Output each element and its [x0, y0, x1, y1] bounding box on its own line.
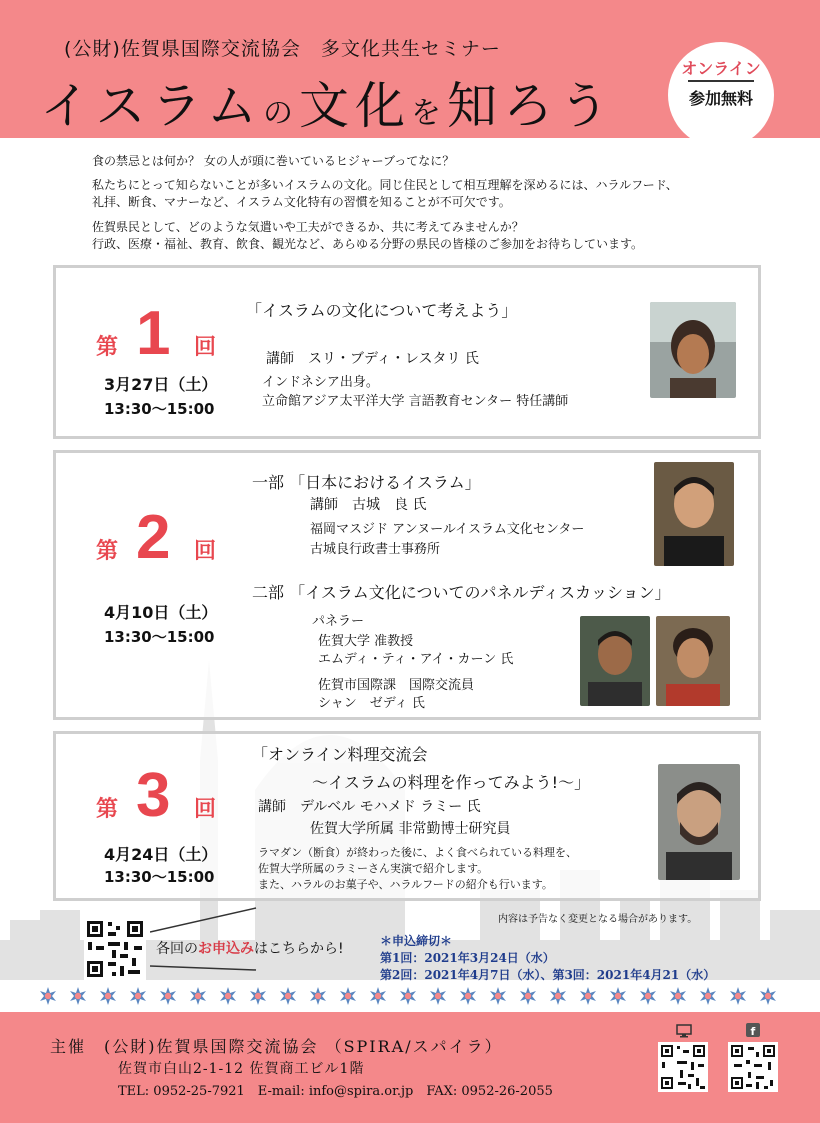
panelist-2-photo	[656, 616, 730, 706]
session-2-part2-title: 二部 「イスラム文化についてのパネルディスカッション」	[252, 583, 671, 602]
session-2-time: 13:30〜15:00	[104, 628, 215, 646]
panel-1-affiliation: 佐賀大学 准教授	[318, 634, 414, 649]
panel-2-name: シャン ゼディ 氏	[318, 696, 425, 711]
session-2-suffix: 回	[194, 539, 217, 564]
deadline-line-1: 第1回：2021年3月24日（水）	[380, 951, 555, 965]
apply-qr-code[interactable]	[84, 918, 146, 980]
svg-text:f: f	[750, 1025, 756, 1037]
session-1-origin: インドネシア出身。	[262, 375, 379, 390]
session-2-number: 2	[136, 503, 171, 572]
session-1-prefix: 第	[96, 335, 119, 360]
badge-divider	[688, 80, 754, 82]
session-2-lecturer: 講師 古城 良 氏	[310, 497, 427, 513]
apply-text[interactable]: 各回のお申込みはこちらから!	[156, 941, 344, 957]
address-line: 佐賀市白山2-1-12 佐賀商工ビル1階	[118, 1061, 365, 1077]
intro-line-1: 食の禁忌とは何か？ 女の人が頭に巻いているヒジャーブってなに？	[92, 154, 455, 168]
session-3-title-2: 〜イスラムの料理を作ってみよう!〜」	[312, 773, 591, 792]
session-2-date: 4月10日（土）	[104, 603, 218, 622]
session-2-aff-1: 福岡マスジド アンヌールイスラム文化センター	[310, 522, 585, 537]
intro-line-3: 礼拝、断食、マナーなど、イスラム文化特有の習慣を知ることが不可欠です。	[92, 195, 511, 209]
deadline-title: ＊申込締切＊	[380, 934, 453, 948]
change-notice: 内容は予告なく変更となる場合があります。	[498, 914, 698, 925]
intro-line-4: 佐賀県民として、どのような気遣いや工夫ができるか、共に考えてみませんか？	[92, 220, 524, 234]
session-3-desc-1: ラマダン（断食）が終わった後に、よく食べられている料理を、	[258, 846, 577, 859]
badge-free-text: 参加無料	[688, 89, 753, 108]
session-3-desc-2: 佐賀大学所属のラミーさん実演で紹介します。	[258, 862, 489, 875]
session-1-suffix: 回	[194, 335, 217, 360]
session-1-time: 13:30〜15:00	[104, 400, 215, 418]
contact-line: TEL: 0952-25-7921 E-mail: info@spira.or.jp FAX: 0952-26-2055	[118, 1084, 553, 1099]
speaker-2-photo	[654, 462, 734, 566]
organizer-line: (公財)佐賀県国際交流協会 多文化共生セミナー	[64, 38, 501, 60]
session-3-lecturer: 講師 デルベル モハメド ラミー 氏	[258, 799, 481, 815]
session-3-suffix: 回	[194, 797, 217, 822]
session-1-title: 「イスラムの文化について考えよう」	[246, 301, 518, 320]
session-2-part1-title: 一部 「日本におけるイスラム」	[252, 473, 481, 492]
session-3-time: 13:30〜15:00	[104, 868, 215, 886]
session-1-number: 1	[136, 299, 171, 368]
panel-label: パネラー	[312, 614, 365, 629]
intro-line-5: 行政、医療・福祉、教育、飲食、観光など、あらゆる分野の県民の皆様のご参加をお待ちしています。	[92, 237, 644, 251]
session-3-date: 4月24日（土）	[104, 845, 218, 864]
website-qr-code[interactable]	[658, 1042, 708, 1092]
speaker-3-photo	[658, 764, 740, 880]
monitor-icon	[676, 1024, 692, 1038]
session-2-aff-2: 古城良行政書士事務所	[310, 542, 441, 557]
session-3-desc-3: また、ハラルのお菓子や、ハラルフードの紹介も行います。	[258, 878, 553, 891]
host-line: 主催 (公財)佐賀県国際交流協会 （SPIRA/スパイラ）	[50, 1037, 503, 1056]
deadline-line-2: 第2回：2021年4月7日（水）、第3回：2021年4月21（水）	[380, 968, 716, 982]
panel-1-name: エムディ・ティ・アイ・カーン 氏	[318, 652, 514, 667]
facebook-qr-code[interactable]	[728, 1042, 778, 1092]
facebook-icon[interactable]	[746, 1023, 760, 1037]
star-border	[38, 986, 782, 1006]
panelist-1-photo	[580, 616, 650, 706]
session-2-prefix: 第	[96, 539, 119, 564]
intro-line-2: 私たちにとって知らないことが多いイスラムの文化。同じ住民として相互理解を深めるには、ハラルフード、	[92, 178, 678, 192]
page-title: イスラムの文化を知ろう	[40, 77, 615, 135]
session-3-title-1: 「オンライン料理交流会	[252, 745, 428, 764]
session-1-affiliation: 立命館アジア太平洋大学 言語教育センター 特任講師	[262, 394, 569, 409]
panel-2-affiliation: 佐賀市国際課 国際交流員	[318, 678, 475, 693]
speaker-1-photo	[650, 302, 736, 398]
session-3-affiliation: 佐賀大学所属 非常勤博士研究員	[310, 821, 511, 837]
session-3-prefix: 第	[96, 797, 119, 822]
badge-online-text: オンライン	[681, 59, 761, 78]
session-1-lecturer: 講師 スリ・ブディ・レスタリ 氏	[266, 351, 479, 367]
session-1-date: 3月27日（土）	[104, 375, 218, 394]
session-3-number: 3	[136, 761, 171, 830]
